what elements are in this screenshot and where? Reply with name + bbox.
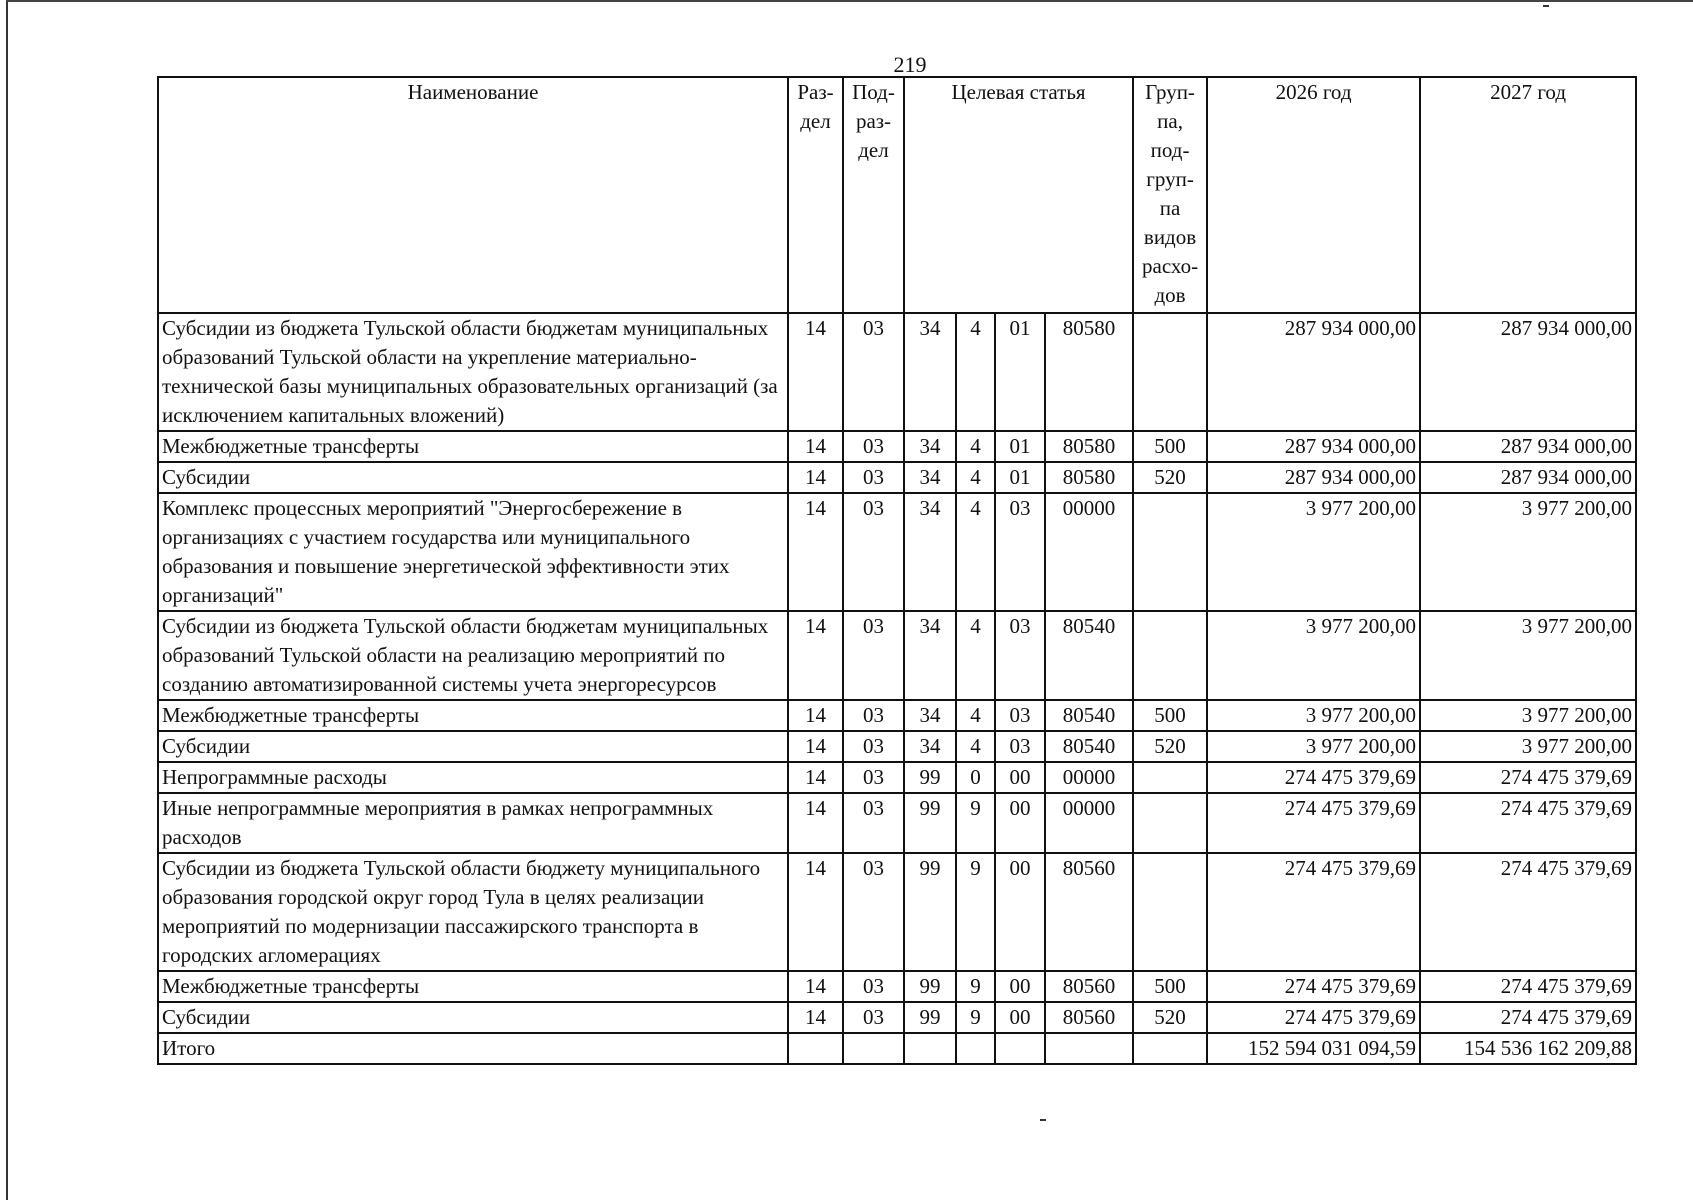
row-target-program: 34 xyxy=(904,493,956,611)
row-target-program: 34 xyxy=(904,431,956,462)
row-amount-2026: 152 594 031 094,59 xyxy=(1207,1033,1420,1064)
row-target-complex: 01 xyxy=(995,313,1045,431)
row-amount-2027: 287 934 000,00 xyxy=(1420,431,1636,462)
row-target-direction: 80560 xyxy=(1045,971,1133,1002)
table-row xyxy=(158,431,1636,462)
row-section: 14 xyxy=(788,1002,843,1033)
header-group-line: груп- xyxy=(1146,167,1194,191)
row-target-complex: 01 xyxy=(995,462,1045,493)
header-subsection-line: дел xyxy=(858,138,889,162)
row-name: Межбюджетные трансферты xyxy=(158,971,788,1002)
row-section: 14 xyxy=(788,762,843,793)
row-target-type: 4 xyxy=(956,313,995,431)
row-amount-2026: 274 475 379,69 xyxy=(1207,971,1420,1002)
row-name: Субсидии xyxy=(158,462,788,493)
row-target-direction: 80580 xyxy=(1045,431,1133,462)
header-group-line: Груп- xyxy=(1145,80,1195,104)
row-subsection: 03 xyxy=(843,493,904,611)
row-section: 14 xyxy=(788,493,843,611)
row-name: Итого xyxy=(158,1033,788,1064)
page-number: 219 xyxy=(893,52,927,77)
row-subsection: 03 xyxy=(843,1002,904,1033)
table-row xyxy=(158,462,1636,493)
row-subsection: 03 xyxy=(843,762,904,793)
row-target-type: 4 xyxy=(956,431,995,462)
row-target-type: 4 xyxy=(956,700,995,731)
row-target-type: 4 xyxy=(956,611,995,700)
row-target-direction: 80580 xyxy=(1045,462,1133,493)
header-expense-group xyxy=(1133,77,1207,313)
table-row xyxy=(158,1002,1636,1033)
header-subsection-line: раз- xyxy=(855,109,892,133)
row-amount-2026: 274 475 379,69 xyxy=(1207,793,1420,853)
row-amount-2027: 274 475 379,69 xyxy=(1420,853,1636,971)
table-row xyxy=(158,762,1636,793)
row-expense-group xyxy=(1133,762,1207,793)
row-target-program: 34 xyxy=(904,731,956,762)
row-target-type: 9 xyxy=(956,853,995,971)
row-target-program: 99 xyxy=(904,853,956,971)
row-target-complex: 03 xyxy=(995,611,1045,700)
row-subsection: 03 xyxy=(843,462,904,493)
scan-border-top xyxy=(6,0,1693,2)
row-name: Субсидии из бюджета Тульской области бюджетам муниципальных образований Тульской области на реализацию мероприятий по созданию автоматизированной системы учета энергоресурсов xyxy=(158,611,788,700)
header-section-line: Раз- xyxy=(797,80,834,104)
header-row xyxy=(158,77,1636,313)
row-target-direction: 00000 xyxy=(1045,793,1133,853)
row-target-direction: 80560 xyxy=(1045,1002,1133,1033)
header-year-2026: 2026 год xyxy=(1207,77,1420,313)
row-subsection: 03 xyxy=(843,971,904,1002)
row-target-direction: 00000 xyxy=(1045,493,1133,611)
row-target-direction: 80580 xyxy=(1045,313,1133,431)
header-subsection xyxy=(843,77,904,313)
row-amount-2027: 274 475 379,69 xyxy=(1420,793,1636,853)
table-row xyxy=(158,700,1636,731)
row-amount-2027: 3 977 200,00 xyxy=(1420,700,1636,731)
row-expense-group: 520 xyxy=(1133,462,1207,493)
row-section: 14 xyxy=(788,793,843,853)
row-amount-2026: 274 475 379,69 xyxy=(1207,1002,1420,1033)
row-target-type: 9 xyxy=(956,793,995,853)
header-subsection-line: Под- xyxy=(852,80,895,104)
row-subsection: 03 xyxy=(843,853,904,971)
row-target-program: 99 xyxy=(904,793,956,853)
row-target-complex: 01 xyxy=(995,431,1045,462)
row-target-type: 4 xyxy=(956,731,995,762)
row-amount-2026: 274 475 379,69 xyxy=(1207,853,1420,971)
row-expense-group xyxy=(1133,1033,1207,1064)
row-amount-2027: 3 977 200,00 xyxy=(1420,611,1636,700)
row-target-complex: 03 xyxy=(995,731,1045,762)
row-section: 14 xyxy=(788,462,843,493)
row-amount-2027: 274 475 379,69 xyxy=(1420,762,1636,793)
row-expense-group: 500 xyxy=(1133,971,1207,1002)
row-section xyxy=(788,1033,843,1064)
header-section-line: дел xyxy=(800,109,831,133)
row-name: Межбюджетные трансферты xyxy=(158,700,788,731)
row-section: 14 xyxy=(788,700,843,731)
row-target-complex xyxy=(995,1033,1045,1064)
row-target-complex: 00 xyxy=(995,1002,1045,1033)
row-subsection: 03 xyxy=(843,611,904,700)
row-target-complex: 03 xyxy=(995,700,1045,731)
row-expense-group xyxy=(1133,793,1207,853)
table-row xyxy=(158,971,1636,1002)
row-section: 14 xyxy=(788,611,843,700)
row-target-program xyxy=(904,1033,956,1064)
header-group-line: видов xyxy=(1143,225,1197,249)
row-target-complex: 00 xyxy=(995,793,1045,853)
row-target-direction: 80560 xyxy=(1045,853,1133,971)
row-expense-group xyxy=(1133,493,1207,611)
row-target-direction: 00000 xyxy=(1045,762,1133,793)
row-expense-group xyxy=(1133,853,1207,971)
row-target-complex: 03 xyxy=(995,493,1045,611)
row-target-program: 99 xyxy=(904,971,956,1002)
row-target-direction: 80540 xyxy=(1045,700,1133,731)
row-expense-group xyxy=(1133,313,1207,431)
row-target-type: 4 xyxy=(956,493,995,611)
scan-border-left xyxy=(6,0,8,1200)
row-name: Иные непрограммные мероприятия в рамках непрограммных расходов xyxy=(158,793,788,853)
row-target-complex: 00 xyxy=(995,762,1045,793)
table-row xyxy=(158,611,1636,700)
row-expense-group: 520 xyxy=(1133,1002,1207,1033)
row-amount-2027: 274 475 379,69 xyxy=(1420,971,1636,1002)
row-name: Субсидии из бюджета Тульской области бюджетам муниципальных образований Тульской области на укрепление материально-технической базы муниципальных образовательных организаций (за исключением капитальных вложений) xyxy=(158,313,788,431)
row-target-program: 34 xyxy=(904,313,956,431)
scan-speck xyxy=(1040,1119,1046,1121)
row-subsection: 03 xyxy=(843,313,904,431)
row-expense-group: 500 xyxy=(1133,700,1207,731)
row-amount-2027: 154 536 162 209,88 xyxy=(1420,1033,1636,1064)
row-target-program: 34 xyxy=(904,700,956,731)
table-row xyxy=(158,793,1636,853)
row-amount-2027: 287 934 000,00 xyxy=(1420,462,1636,493)
row-expense-group: 520 xyxy=(1133,731,1207,762)
scan-speck xyxy=(1543,5,1549,7)
row-target-direction: 80540 xyxy=(1045,611,1133,700)
row-target-direction xyxy=(1045,1033,1133,1064)
header-section xyxy=(788,77,843,313)
row-target-program: 99 xyxy=(904,762,956,793)
table-row xyxy=(158,731,1636,762)
header-group-line: под- xyxy=(1150,138,1190,162)
row-target-complex: 00 xyxy=(995,853,1045,971)
row-amount-2026: 3 977 200,00 xyxy=(1207,611,1420,700)
row-amount-2026: 287 934 000,00 xyxy=(1207,313,1420,431)
row-subsection: 03 xyxy=(843,793,904,853)
row-target-type: 9 xyxy=(956,971,995,1002)
row-target-complex: 00 xyxy=(995,971,1045,1002)
row-amount-2027: 274 475 379,69 xyxy=(1420,1002,1636,1033)
header-group-line: па xyxy=(1159,196,1181,220)
row-subsection: 03 xyxy=(843,731,904,762)
row-section: 14 xyxy=(788,313,843,431)
row-amount-2026: 274 475 379,69 xyxy=(1207,762,1420,793)
row-name: Субсидии xyxy=(158,1002,788,1033)
row-section: 14 xyxy=(788,431,843,462)
budget-table xyxy=(157,76,1637,1065)
row-expense-group: 500 xyxy=(1133,431,1207,462)
row-amount-2026: 3 977 200,00 xyxy=(1207,731,1420,762)
header-group-line: дов xyxy=(1154,283,1186,307)
row-expense-group xyxy=(1133,611,1207,700)
header-group-line: расхо- xyxy=(1142,254,1199,278)
row-section: 14 xyxy=(788,853,843,971)
header-target-article: Целевая статья xyxy=(904,77,1133,313)
row-section: 14 xyxy=(788,731,843,762)
row-target-type: 0 xyxy=(956,762,995,793)
table-row xyxy=(158,313,1636,431)
row-target-program: 99 xyxy=(904,1002,956,1033)
table-row xyxy=(158,853,1636,971)
header-year-2027: 2027 год xyxy=(1420,77,1636,313)
row-subsection xyxy=(843,1033,904,1064)
row-subsection: 03 xyxy=(843,431,904,462)
row-name: Субсидии xyxy=(158,731,788,762)
budget-table-body xyxy=(158,313,1636,1064)
row-target-program: 34 xyxy=(904,611,956,700)
row-target-type xyxy=(956,1033,995,1064)
row-amount-2027: 287 934 000,00 xyxy=(1420,313,1636,431)
header-group-line: па, xyxy=(1157,109,1183,133)
table-row xyxy=(158,1033,1636,1064)
table-row xyxy=(158,493,1636,611)
header-name: Наименование xyxy=(158,77,788,313)
row-target-type: 9 xyxy=(956,1002,995,1033)
row-amount-2026: 3 977 200,00 xyxy=(1207,700,1420,731)
row-name: Комплекс процессных мероприятий "Энергосбережение в организациях с участием государства или муниципального образования и повышение энергетической эффективности этих организаций" xyxy=(158,493,788,611)
row-name: Непрограммные расходы xyxy=(158,762,788,793)
row-amount-2027: 3 977 200,00 xyxy=(1420,731,1636,762)
row-amount-2027: 3 977 200,00 xyxy=(1420,493,1636,611)
row-target-type: 4 xyxy=(956,462,995,493)
row-subsection: 03 xyxy=(843,700,904,731)
row-name: Субсидии из бюджета Тульской области бюджету муниципального образования городской округ город Тула в целях реализации мероприятий по модернизации пассажирского транспорта в городских агломерациях xyxy=(158,853,788,971)
row-amount-2026: 287 934 000,00 xyxy=(1207,431,1420,462)
row-target-direction: 80540 xyxy=(1045,731,1133,762)
row-amount-2026: 287 934 000,00 xyxy=(1207,462,1420,493)
row-amount-2026: 3 977 200,00 xyxy=(1207,493,1420,611)
row-section: 14 xyxy=(788,971,843,1002)
row-target-program: 34 xyxy=(904,462,956,493)
row-name: Межбюджетные трансферты xyxy=(158,431,788,462)
